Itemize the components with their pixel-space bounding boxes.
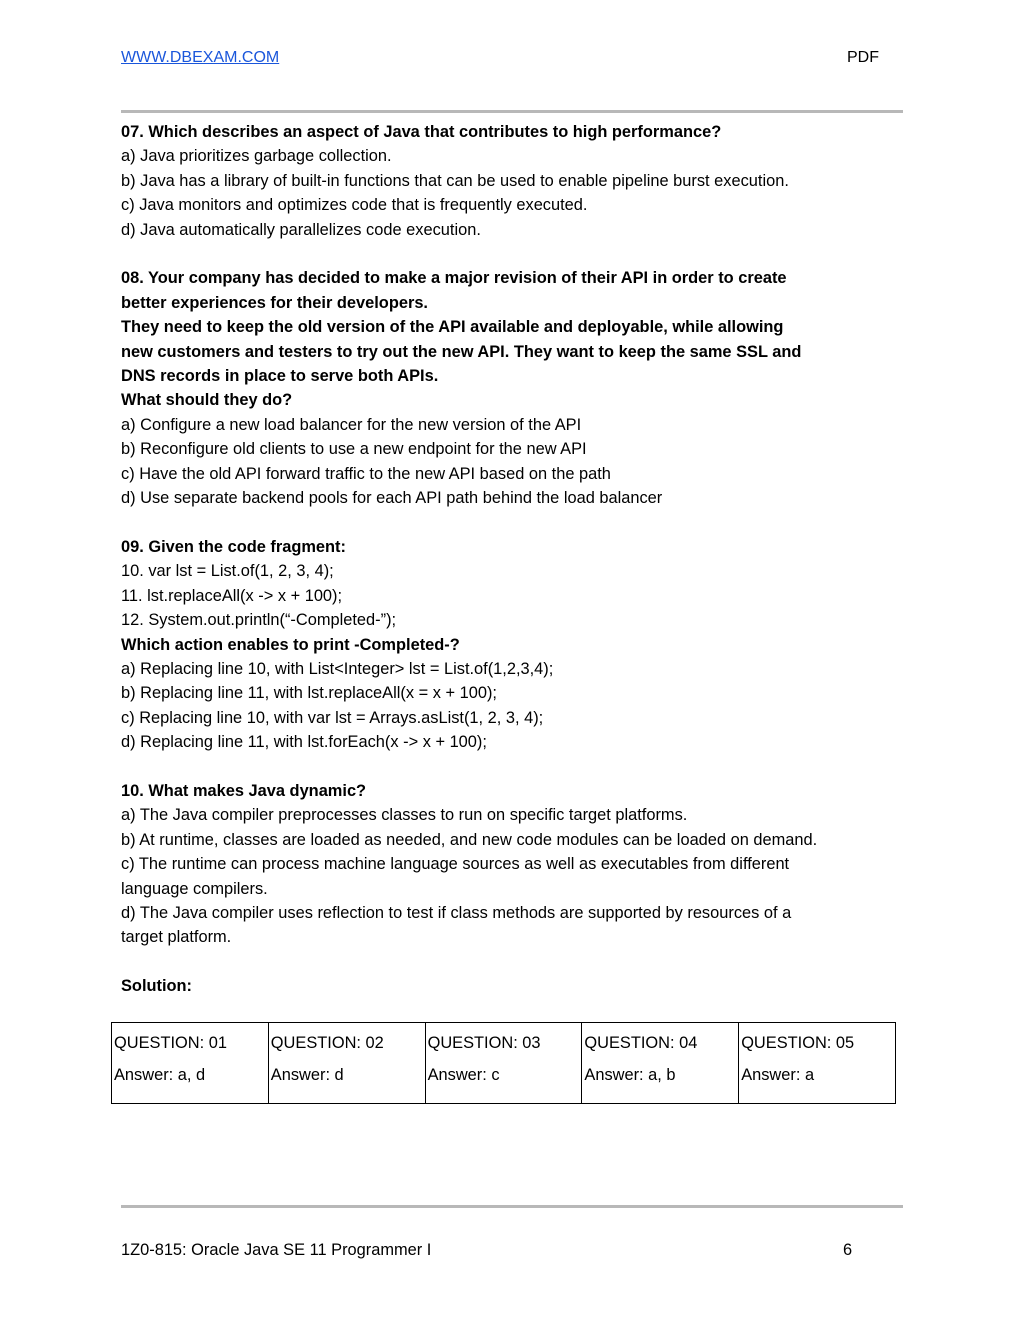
option-text-line: c) The runtime can process machine language sources as well as executables from different <box>121 855 790 874</box>
questions-content <box>121 120 911 999</box>
option-text-line: a) The Java compiler preprocesses classes to run on specific target platforms. <box>121 806 688 825</box>
answers-answer-cell: Answer: a <box>739 1059 896 1104</box>
option-text-line: b) Java has a library of built-in functions that can be used to enable pipeline burst execution. <box>121 171 789 190</box>
answers-answer-cell: Answer: c <box>425 1059 582 1104</box>
solution-heading: Solution: <box>121 977 193 996</box>
option-text-line: a) Java prioritizes garbage collection. <box>121 147 392 166</box>
question-text-line: 08. Your company has decided to make a major revision of their API in order to create <box>121 269 787 288</box>
question-block <box>121 779 911 950</box>
option-text-line: d) Replacing line 11, with lst.forEach(x -> x + 100); <box>121 733 487 752</box>
option-text-line: b) Reconfigure old clients to use a new endpoint for the new API <box>121 440 587 459</box>
question-block <box>121 535 911 755</box>
answers-question-cell: QUESTION: 01 <box>112 1023 269 1060</box>
footer-divider <box>121 1205 903 1208</box>
answers-answer-cell: Answer: a, d <box>112 1059 269 1104</box>
answers-question-cell: QUESTION: 03 <box>425 1023 582 1060</box>
option-text-line: 12. System.out.println(“-Completed-”); <box>121 611 397 630</box>
option-text-line: 10. var lst = List.of(1, 2, 3, 4); <box>121 562 334 581</box>
question-text-line: 09. Given the code fragment: <box>121 537 346 556</box>
question-text-line: They need to keep the old version of the API available and deployable, while allowing <box>121 318 784 337</box>
question-text-line: new customers and testers to try out the new API. They want to keep the same SSL and <box>121 342 802 361</box>
option-text-line: a) Configure a new load balancer for the new version of the API <box>121 415 582 434</box>
option-text-line: c) Have the old API forward traffic to the new API based on the path <box>121 464 611 483</box>
question-text-line: DNS records in place to serve both APIs. <box>121 367 439 386</box>
exam-title: 1Z0-815: Oracle Java SE 11 Programmer I <box>121 1241 432 1259</box>
option-text-line: b) At runtime, classes are loaded as needed, and new code modules can be loaded on demand. <box>121 830 818 849</box>
page-number: 6 <box>843 1241 853 1259</box>
option-text-line: language compilers. <box>121 879 268 898</box>
question-block <box>121 120 911 242</box>
question-text-line: Which action enables to print -Completed-? <box>121 635 460 654</box>
option-text-line: b) Replacing line 11, with lst.replaceAll(x = x + 100); <box>121 684 497 703</box>
answers-table <box>111 1022 896 1104</box>
option-text-line: c) Replacing line 10, with var lst = Arrays.asList(1, 2, 3, 4); <box>121 708 544 727</box>
header-divider <box>121 110 903 113</box>
answers-question-cell: QUESTION: 05 <box>739 1023 896 1060</box>
question-text-line: What should they do? <box>121 391 293 410</box>
question-text-line: 07. Which describes an aspect of Java that contributes to high performance? <box>121 123 722 141</box>
answers-answer-row <box>112 1059 896 1104</box>
option-text-line: target platform. <box>121 928 232 947</box>
option-text-line: a) Replacing line 10, with List<Integer> lst = List.of(1,2,3,4); <box>121 659 554 678</box>
answers-question-row <box>112 1023 896 1060</box>
option-text-line: d) Java automatically parallelizes code execution. <box>121 220 481 239</box>
site-link[interactable]: WWW.DBEXAM.COM <box>121 49 280 66</box>
question-text-line: better experiences for their developers. <box>121 293 428 312</box>
format-label: PDF <box>847 49 879 66</box>
answers-answer-cell: Answer: a, b <box>582 1059 739 1104</box>
option-text-line: d) The Java compiler uses reflection to test if class methods are supported by resources of a <box>121 903 792 922</box>
option-text-line: d) Use separate backend pools for each API path behind the load balancer <box>121 489 663 508</box>
answers-answer-cell: Answer: d <box>268 1059 425 1104</box>
option-text-line: c) Java monitors and optimizes code that is frequently executed. <box>121 196 588 215</box>
answers-question-cell: QUESTION: 04 <box>582 1023 739 1060</box>
question-text-line: 10. What makes Java dynamic? <box>121 781 367 800</box>
question-block <box>121 266 911 510</box>
answers-question-cell: QUESTION: 02 <box>268 1023 425 1060</box>
questions-list <box>121 120 911 950</box>
option-text-line: 11. lst.replaceAll(x -> x + 100); <box>121 586 343 605</box>
